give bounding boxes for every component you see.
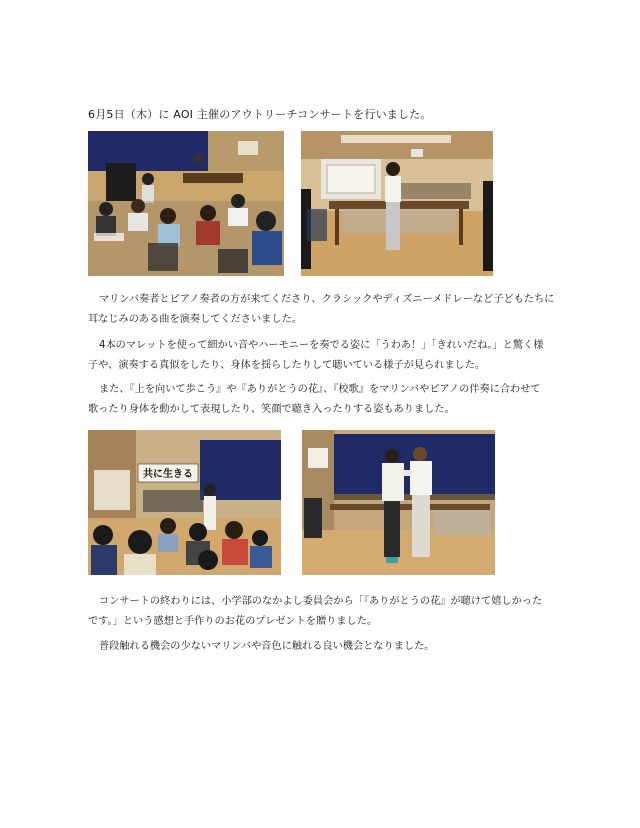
paragraph-4-line-1: コンサートの終わりには、小学部のなかよし委員会から「『ありがとうの花』が聴けて嬉しかった (99, 596, 543, 607)
paragraph-2-line-2: 子や、演奏する真似をしたり、身体を揺らしたりして聴いている様子が見られました。 (88, 360, 486, 371)
photo-audience-piano (88, 131, 284, 276)
paragraph-3-line-2: 歌ったり身体を動かして表現したり、笑顔で聴き入ったりする姿もありました。 (88, 404, 455, 415)
paragraph-4-line-2: です。」という感想と手作りのお花のプレゼントを贈りました。 (88, 616, 378, 627)
photo-marimba-performer (301, 131, 493, 276)
paragraph-3 (88, 380, 569, 420)
paragraph-1 (88, 290, 569, 330)
paragraph-5-line-1: 普段触れる機会の少ないマリンバや音色に触れる良い機会となりました。 (99, 641, 435, 652)
paragraph-5 (88, 637, 569, 657)
banner-text: 共に生きる (143, 469, 193, 480)
paragraph-4 (88, 592, 569, 632)
paragraph-1-line-1: マリンバ奏者とピアノ奏者の方が来てくださり、クラシックやディズニーメドレーなど子どもたちに (99, 294, 555, 305)
paragraph-1-line-2: 耳なじみのある曲を演奏してくださいました。 (88, 314, 302, 325)
page-heading: 6月5日（木）に AOI 主催のアウトリーチコンサートを行いました。 (88, 108, 432, 121)
photo-children-banner (88, 430, 281, 575)
photo-performers-stage (302, 430, 495, 575)
paragraph-2 (88, 336, 569, 376)
paragraph-2-line-1: 4本のマレットを使って細かい音やハーモニーを奏でる姿に「うわあ！」「きれいだね。」と驚く様 (99, 340, 544, 351)
paragraph-3-line-1: また、『上を向いて歩こう』や『ありがとうの花』、『校歌』をマリンバやピアノの伴奏に合わせて (99, 384, 541, 395)
